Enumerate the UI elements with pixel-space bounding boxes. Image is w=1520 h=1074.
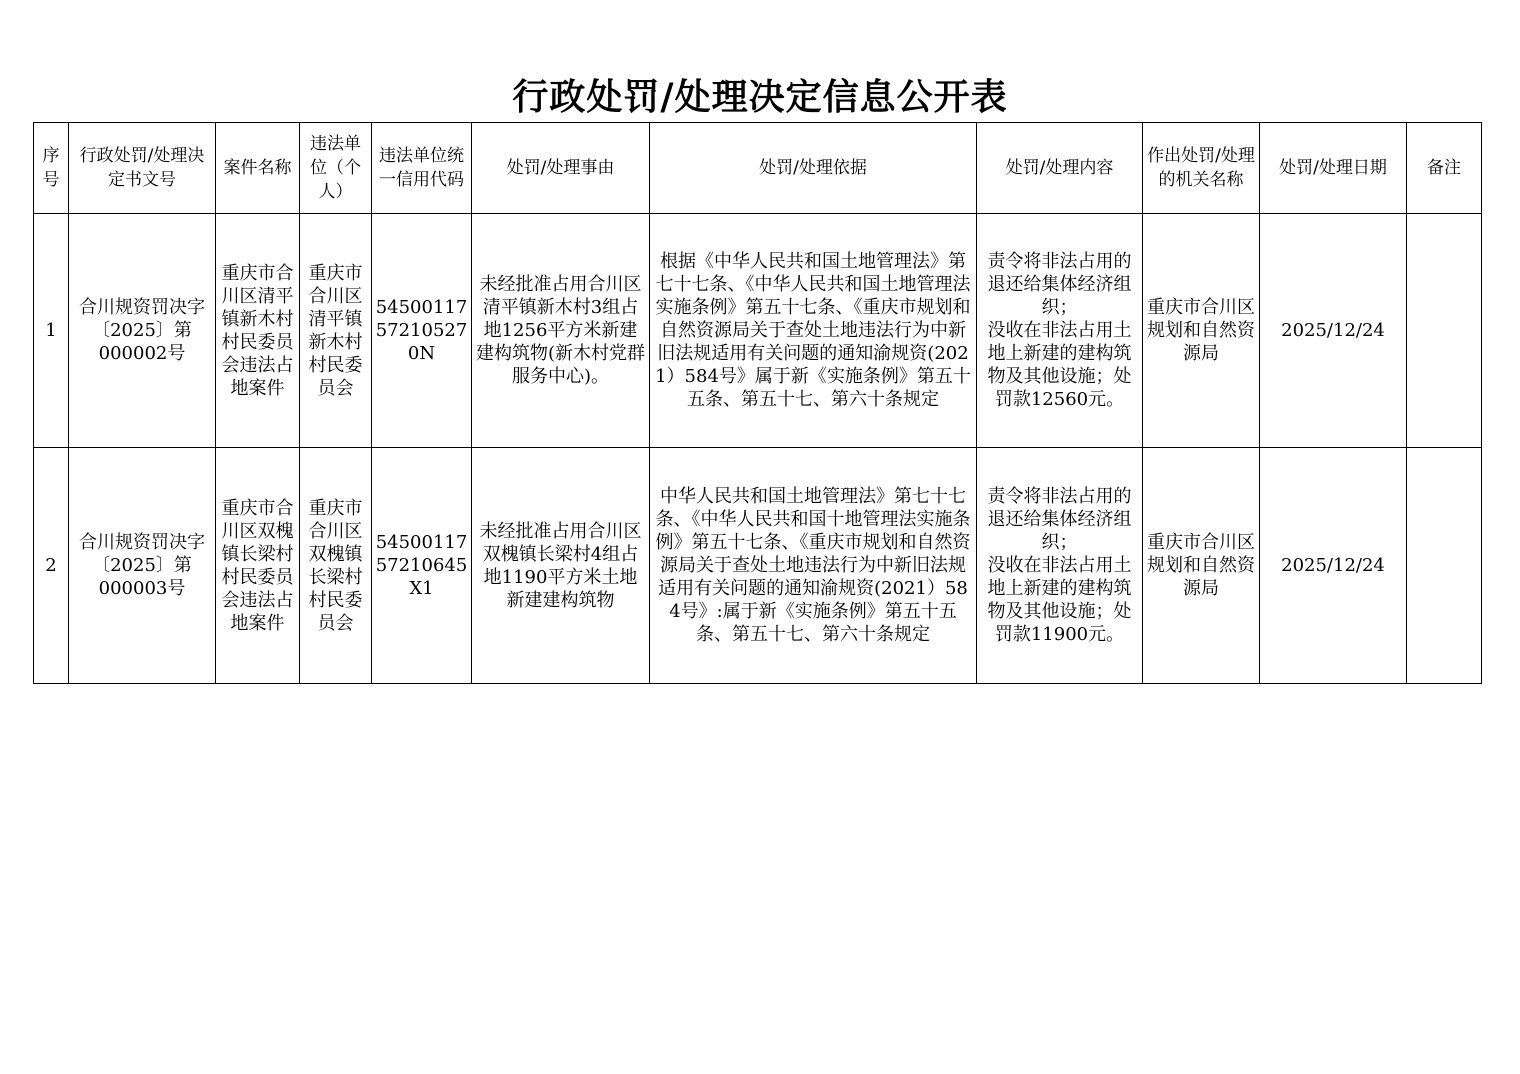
cell-authority: 重庆市合川区规划和自然资源局 [1143,214,1260,448]
cell-authority: 重庆市合川区规划和自然资源局 [1143,448,1260,684]
cell-party: 重庆市合川区清平镇新木村村民委员会 [300,214,372,448]
cell-doc-no: 合川规资罚决字〔2025〕第000003号 [69,448,216,684]
cell-credit-code: 54500117572105270N [372,214,472,448]
col-header-authority: 作出处罚/处理的机关名称 [1143,123,1260,214]
cell-basis: 中华人民共和国土地管理法》第七十七条、《中华人民共和国十地管理法实施条例》第五十七条、《重庆市规划和自然资源局关于查处土地违法行为中新旧法规适用有关问题的通知渝规资(2021）584号》:属于新《实施条例》第五十五条、第五十七、第六十条规定 [650,448,977,684]
col-header-reason: 处罚/处理事由 [472,123,650,214]
cell-remark [1407,448,1482,684]
col-header-remark: 备注 [1407,123,1482,214]
page-title: 行政处罚/处理决定信息公开表 [512,76,1008,118]
col-header-date: 处罚/处理日期 [1260,123,1407,214]
cell-content: 责令将非法占用的退还给集体经济组织； 没收在非法占用土地上新建的建构筑物及其他设施；处罚款11900元。 [977,448,1143,684]
col-header-content: 处罚/处理内容 [977,123,1143,214]
cell-reason: 未经批准占用合川区清平镇新木村3组占地1256平方米新建建构筑物(新木村党群服务中心)。 [472,214,650,448]
col-header-case-name: 案件名称 [216,123,300,214]
table-row [34,448,1482,684]
cell-case-name: 重庆市合川区清平镇新木村村民委员会违法占地案件 [216,214,300,448]
cell-case-name: 重庆市合川区双槐镇长梁村村民委员会违法占地案件 [216,448,300,684]
cell-date: 2025/12/24 [1260,448,1407,684]
cell-party: 重庆市合川区双槐镇长梁村村民委员会 [300,448,372,684]
cell-basis: 根据《中华人民共和国土地管理法》第七十七条、《中华人民共和国土地管理法实施条例》第五十七条、《重庆市规划和自然资源局关于查处土地违法行为中新旧法规适用有关问题的通知渝规资(2021）584号》属于新《实施条例》第五十五条、第五十七、第六十条规定 [650,214,977,448]
cell-date: 2025/12/24 [1260,214,1407,448]
table-row [34,214,1482,448]
table-header-row [34,123,1482,214]
cell-index: 1 [34,214,69,448]
penalty-info-table [33,122,1482,684]
col-header-index: 序号 [34,123,69,214]
cell-content: 责令将非法占用的退还给集体经济组织； 没收在非法占用土地上新建的建构筑物及其他设施；处罚款12560元。 [977,214,1143,448]
cell-index: 2 [34,448,69,684]
col-header-party: 违法单位（个人） [300,123,372,214]
col-header-doc-no: 行政处罚/处理决定书文号 [69,123,216,214]
col-header-credit-code: 违法单位统一信用代码 [372,123,472,214]
cell-credit-code: 5450011757210645X1 [372,448,472,684]
cell-reason: 未经批准占用合川区双槐镇长梁村4组占地1190平方米土地新建建构筑物 [472,448,650,684]
cell-remark [1407,214,1482,448]
cell-doc-no: 合川规资罚决字〔2025〕第000002号 [69,214,216,448]
col-header-basis: 处罚/处理依据 [650,123,977,214]
